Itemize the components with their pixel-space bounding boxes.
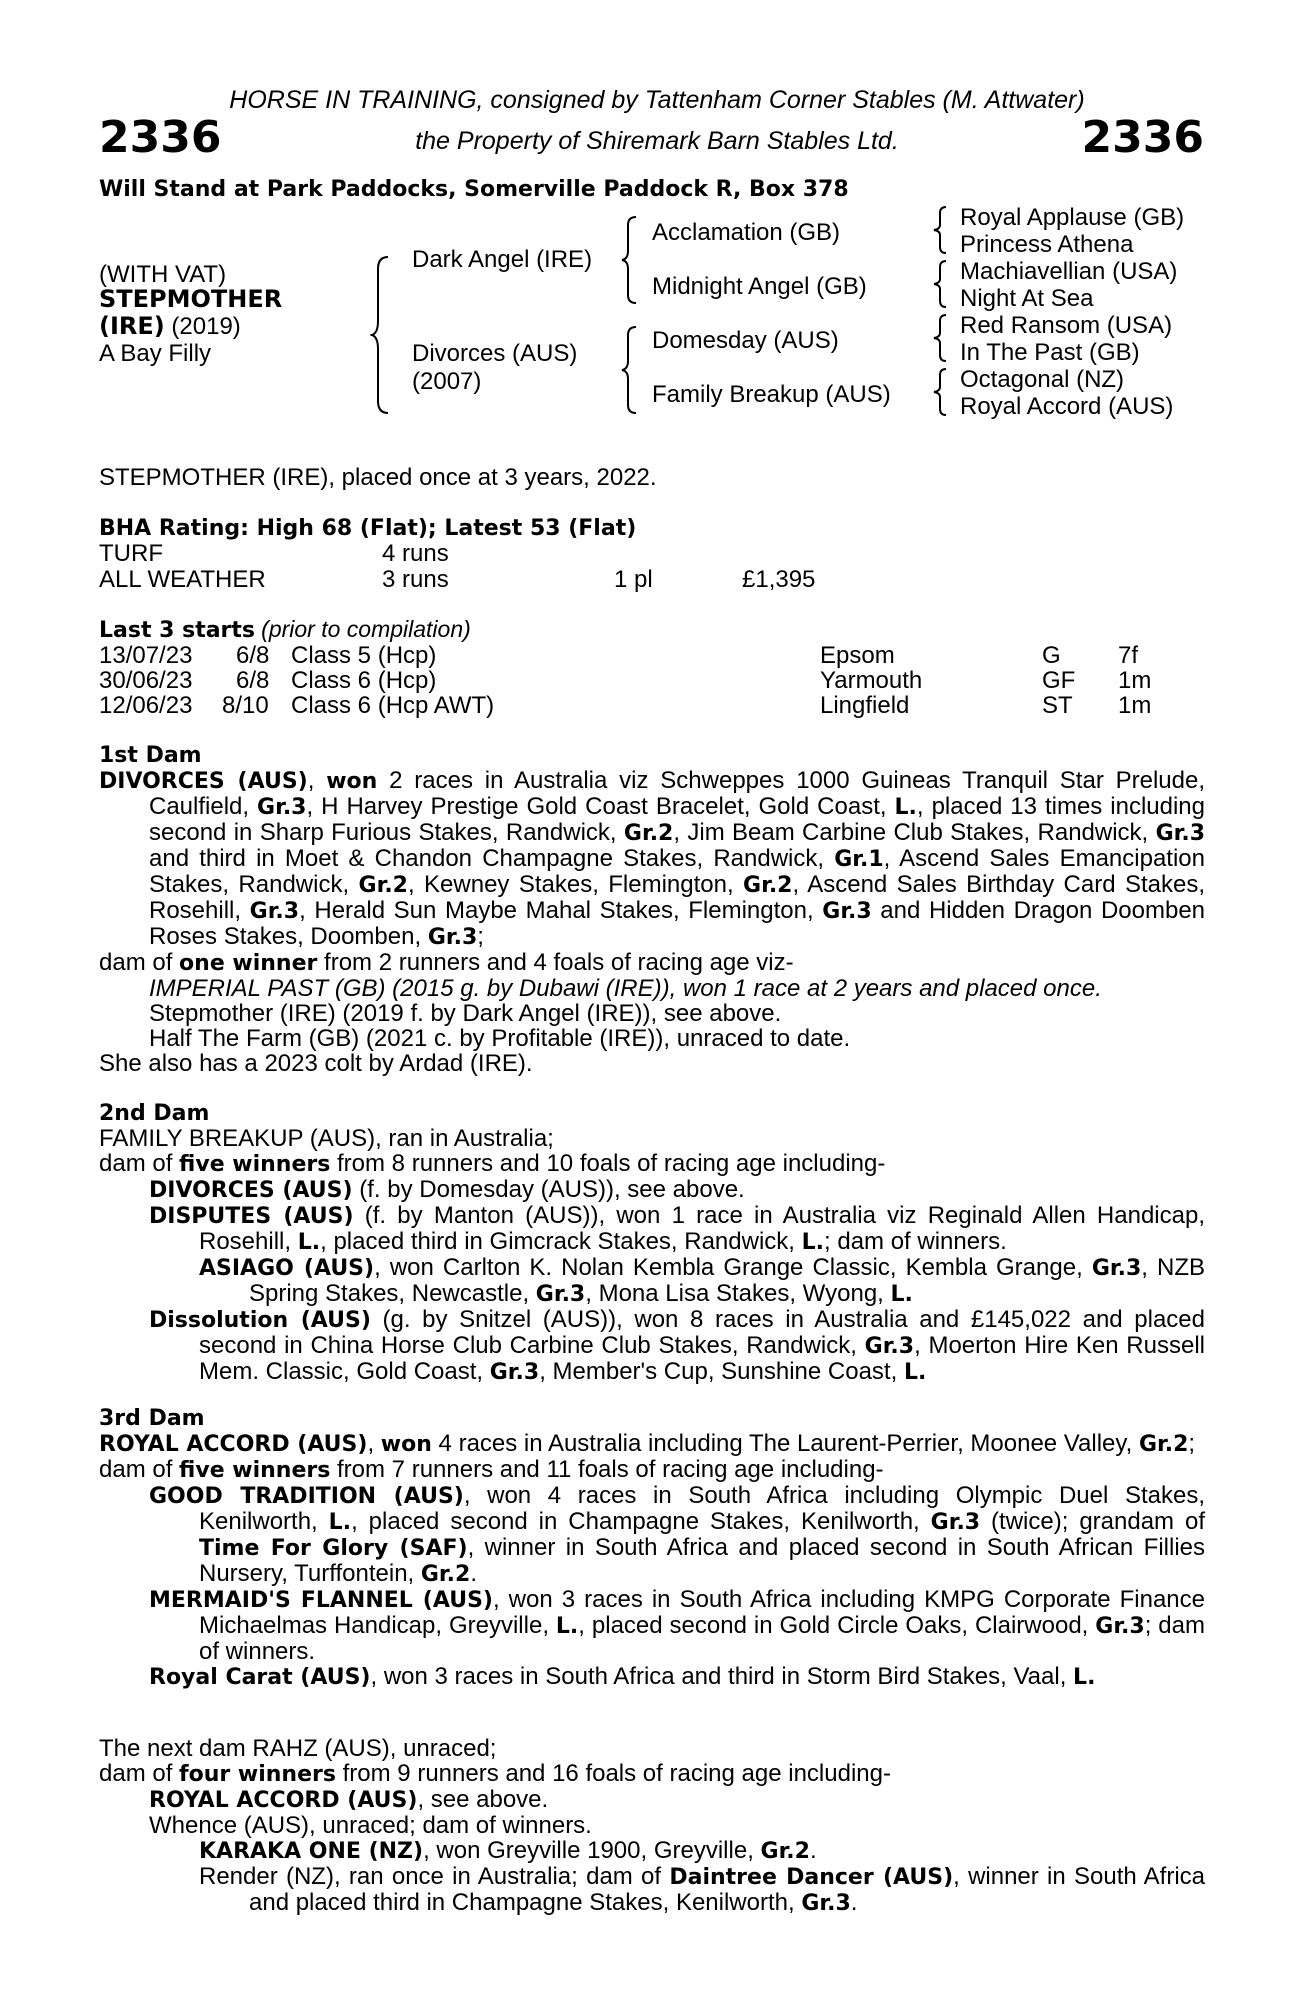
ped-ds: Domesday (AUS) bbox=[652, 327, 839, 354]
vat-note: (WITH VAT) bbox=[99, 261, 227, 288]
third-dam-heading: 3rd Dam bbox=[99, 1406, 205, 1431]
second-dam-produce bbox=[99, 1151, 1205, 1177]
produce-name: GOOD TRADITION (AUS) bbox=[149, 1484, 464, 1509]
record-text: , Member's Cup, Sunshine Coast, bbox=[539, 1358, 904, 1385]
next-dam-intro: The next dam RAHZ (AUS), unraced; bbox=[99, 1735, 497, 1762]
start-going: ST bbox=[1042, 692, 1073, 719]
next-dam-section bbox=[99, 1736, 1205, 1916]
record-text: , see above. bbox=[417, 1786, 549, 1813]
record-text: , winner in South Africa and placed third in Champagne Stakes, Kenilworth, bbox=[249, 1863, 1205, 1916]
record-text: dam of bbox=[99, 1760, 180, 1787]
record-text: (f. by Manton (AUS)), won 1 race in Australia viz Reginald Allen Handicap, Rosehill, bbox=[199, 1202, 1206, 1255]
start-course: Lingfield bbox=[820, 692, 910, 719]
start-going: GF bbox=[1042, 667, 1076, 694]
grade-label: L. bbox=[801, 1230, 825, 1255]
last-starts-note: (prior to compilation) bbox=[261, 616, 471, 642]
produce-name: Dissolution (AUS) bbox=[149, 1308, 371, 1333]
record-text: . bbox=[809, 1837, 817, 1864]
first-dam-heading: 1st Dam bbox=[99, 743, 202, 768]
record-text: from 7 runners and 11 foals of racing age including- bbox=[330, 1456, 884, 1483]
ped-sss: Royal Applause (GB) bbox=[960, 204, 1185, 231]
ped-dsd: In The Past (GB) bbox=[960, 339, 1140, 366]
produce-entry bbox=[99, 1838, 1205, 1864]
grade-label: Gr.2 bbox=[420, 1562, 471, 1587]
record-text: . bbox=[470, 1560, 477, 1587]
record-text: , Jim Beam Carbine Club Stakes, Randwick, bbox=[673, 819, 1156, 846]
pedigree-brace-sire bbox=[620, 215, 640, 305]
stand-location: Will Stand at Park Paddocks, Somerville Paddock R, Box 378 bbox=[99, 177, 849, 202]
winners-count: five winners bbox=[179, 1152, 331, 1177]
produce-entry bbox=[99, 1787, 1205, 1813]
ped-dss: Red Ransom (USA) bbox=[960, 312, 1173, 339]
record-text: , H Harvey Prestige Gold Coast Bracelet, Gold Coast, bbox=[306, 793, 895, 820]
grade-label: L. bbox=[890, 1282, 913, 1307]
record-text: , Kewney Stakes, Flemington, bbox=[407, 871, 744, 898]
ped-dam-year: (2007) bbox=[412, 368, 482, 395]
produce-entry: Whence (AUS), unraced; dam of winners. bbox=[149, 1812, 592, 1839]
record-text: , won 4 races in South Africa including Olympic Duel Stakes, Kenilworth, bbox=[199, 1482, 1205, 1535]
pedigree-brace-dam bbox=[620, 325, 640, 415]
record-text: ; dam of winners. bbox=[199, 1612, 1205, 1665]
grade-label: L. bbox=[555, 1614, 579, 1639]
winners-count: four winners bbox=[179, 1762, 336, 1787]
horse-country: (IRE) bbox=[99, 312, 165, 340]
winners-count: one winner bbox=[179, 951, 318, 976]
grade-label: Gr.3 bbox=[249, 899, 300, 924]
record-text: Render (NZ), ran once in Australia; dam of bbox=[199, 1863, 670, 1890]
grade-label: Gr.2 bbox=[358, 873, 408, 898]
ped-sds: Machiavellian (USA) bbox=[960, 258, 1178, 285]
produce-name: ASIAGO (AUS) bbox=[199, 1256, 375, 1281]
grade-label: L. bbox=[903, 1360, 927, 1385]
lot-number-right: 2336 bbox=[1081, 112, 1204, 163]
third-dam-record: ROYAL ACCORD (AUS), won 4 races in Australia including The Laurent-Perrier, Moonee Valley, Gr.2; bbox=[99, 1430, 1196, 1457]
record-text: dam of bbox=[99, 949, 180, 976]
grade-label: Gr.3 bbox=[930, 1510, 981, 1535]
record-text: , Ascend Sales Emancipation Stakes, Randwick, bbox=[149, 845, 1205, 898]
grade-label: Gr.2 bbox=[760, 1839, 810, 1864]
produce-name: DIVORCES (AUS) bbox=[149, 1178, 353, 1203]
record-text: (g. by Snitzel (AUS)), won 8 races in Australia and £145,022 and placed second in China Horse Club Carbine Club Stakes, Randwick, bbox=[199, 1306, 1205, 1359]
ped-sire: Dark Angel (IRE) bbox=[412, 246, 593, 273]
rating-surface: ALL WEATHER bbox=[99, 566, 266, 593]
record-text: (twice); grandam of bbox=[980, 1508, 1206, 1535]
record-text: , Ascend Sales Birthday Card Stakes, Rosehill, bbox=[149, 871, 1205, 924]
record-text: , Mona Lisa Stakes, Wyong, bbox=[585, 1280, 891, 1307]
grade-label: Gr.3 bbox=[489, 1360, 540, 1385]
grade-label: Gr.3 bbox=[427, 925, 478, 950]
start-course: Epsom bbox=[820, 642, 895, 669]
grade-label: Gr.3 bbox=[822, 899, 872, 924]
rating-runs: 4 runs bbox=[382, 540, 449, 567]
start-position: 6/8 bbox=[236, 642, 270, 669]
ped-ddd: Royal Accord (AUS) bbox=[960, 393, 1174, 420]
pedigree-brace-dd bbox=[932, 367, 950, 417]
record-text: 2 races in Australia viz Schweppes 1000 Guineas Tranquil Star Prelude, Caulfield, bbox=[149, 767, 1206, 820]
produce-entry bbox=[99, 1587, 1205, 1664]
last-starts-heading bbox=[99, 616, 471, 643]
ped-sdd: Night At Sea bbox=[960, 285, 1094, 312]
rating-earnings: £1,395 bbox=[742, 566, 816, 593]
record-text: from 2 runners and 4 foals of racing age viz- bbox=[317, 949, 794, 976]
grade-label: L. bbox=[894, 795, 917, 820]
record-text: (f. by Domesday (AUS)), see above. bbox=[352, 1176, 745, 1203]
record-text: ; dam of winners. bbox=[824, 1228, 1007, 1255]
foal-entry: Stepmother (IRE) (2019 f. by Dark Angel (IRE)), see above. bbox=[149, 1000, 782, 1027]
record-text: ; bbox=[1188, 1430, 1196, 1457]
horse-name: STEPMOTHER bbox=[99, 285, 283, 313]
rating-runs: 3 runs bbox=[382, 566, 449, 593]
start-distance: 1m bbox=[1118, 692, 1152, 719]
pedigree-brace-ds bbox=[932, 313, 950, 363]
third-dam-name: ROYAL ACCORD (AUS) bbox=[99, 1432, 368, 1457]
produce-name: Daintree Dancer (AUS) bbox=[669, 1865, 954, 1890]
foal-entry: IMPERIAL PAST (GB) (2015 g. by Dubawi (IRE)), won 1 race at 2 years and placed once. bbox=[149, 975, 1102, 1002]
record-text: , won Carlton K. Nolan Kembla Grange Classic, Kembla Grange, bbox=[374, 1254, 1092, 1281]
record-text: , won 3 races in South Africa and third in Storm Bird Stakes, Vaal, bbox=[370, 1663, 1074, 1690]
horse-description: A Bay Filly bbox=[99, 340, 212, 367]
start-going: G bbox=[1042, 642, 1061, 669]
grade-label: L. bbox=[328, 1510, 352, 1535]
grade-label: Gr.3 bbox=[864, 1334, 915, 1359]
produce-entry bbox=[99, 1307, 1205, 1385]
won-label: won bbox=[380, 1432, 432, 1457]
won-label: won bbox=[326, 769, 378, 794]
grade-label: Gr.3 bbox=[1155, 821, 1205, 846]
grade-label: Gr.2 bbox=[743, 873, 793, 898]
record-text: ; bbox=[477, 923, 484, 950]
next-dam-produce bbox=[99, 1761, 1205, 1787]
first-dam-name: DIVORCES (AUS) bbox=[99, 769, 308, 794]
grade-label: L. bbox=[1073, 1665, 1096, 1690]
pedigree-brace-ss bbox=[932, 205, 950, 255]
start-date: 13/07/23 bbox=[99, 642, 193, 669]
record-text: , placed third in Gimcrack Stakes, Randwick, bbox=[320, 1228, 802, 1255]
horse-origin bbox=[99, 312, 241, 341]
pedigree-brace-sd bbox=[932, 259, 950, 309]
produce-entry bbox=[99, 1177, 1205, 1203]
produce-entry bbox=[99, 1203, 1205, 1255]
first-dam-record: DIVORCES (AUS), won 2 races in Australia viz Schweppes 1000 Guineas Tranquil Star Prelude, Caulfield, Gr.3, H Harvey Prestige Gold Coast Bracelet, Gold Coast, L., placed 13 times including second in Sharp Furious Stakes, Randwick, Gr.2, Jim Beam Carbine Club Stakes, Randwick, Gr.3 and third in Moet & Chandon Champagne Stakes, Randwick, Gr.1, Ascend Sales Emancipation Stakes, Randwick, Gr.2, Kewney Stakes, Flemington, Gr.2, Ascend Sales Birthday Card Stakes, Rosehill, Gr.3, Herald Sun Maybe Mahal Stakes, Flemington, Gr.3 and Hidden Dragon Doomben Roses Stakes, Doomben, Gr.3; bbox=[99, 767, 1206, 950]
grade-label: Gr.2 bbox=[1138, 1432, 1189, 1457]
record-text: , NZB Spring Stakes, Newcastle, bbox=[249, 1254, 1205, 1307]
ped-dds: Octagonal (NZ) bbox=[960, 366, 1125, 393]
record-text: dam of bbox=[99, 1456, 180, 1483]
record-text: . bbox=[850, 1889, 858, 1916]
start-date: 30/06/23 bbox=[99, 667, 193, 694]
grade-label: Gr.3 bbox=[535, 1282, 586, 1307]
grade-label: Gr.1 bbox=[834, 847, 884, 872]
record-text: , placed second in Gold Circle Oaks, Clairwood, bbox=[578, 1612, 1096, 1639]
record-text: , placed second in Champagne Stakes, Kenilworth, bbox=[351, 1508, 931, 1535]
start-distance: 1m bbox=[1118, 667, 1152, 694]
produce-name: DISPUTES (AUS) bbox=[149, 1204, 354, 1229]
ped-dam: Divorces (AUS) bbox=[412, 340, 578, 367]
start-course: Yarmouth bbox=[820, 667, 923, 694]
ped-ss: Acclamation (GB) bbox=[652, 219, 841, 246]
rating-placed: 1 pl bbox=[614, 566, 653, 593]
first-dam-produce bbox=[99, 950, 1205, 976]
start-race: Class 6 (Hcp) bbox=[291, 667, 437, 694]
record-text: , Moerton Hire Ken Russell Mem. Classic, Gold Coast, bbox=[199, 1332, 1205, 1385]
record-text: , won 3 races in South Africa including KMPG Corporate Finance Michaelmas Handicap, Greyville, bbox=[199, 1586, 1205, 1639]
first-dam-section bbox=[99, 743, 1205, 1076]
start-date: 12/06/23 bbox=[99, 692, 193, 719]
foal-entry: Half The Farm (GB) (2021 c. by Profitable (IRE)), unraced to date. bbox=[149, 1025, 851, 1052]
third-dam-produce bbox=[99, 1457, 1205, 1483]
start-position: 6/8 bbox=[236, 667, 270, 694]
horse-year: (2019) bbox=[171, 313, 241, 340]
last-starts-title: Last 3 starts bbox=[99, 618, 256, 643]
grade-label: Gr.3 bbox=[801, 1891, 851, 1916]
property-line: the Property of Shiremark Barn Stables Ltd. bbox=[415, 127, 899, 155]
ped-ssd: Princess Athena bbox=[960, 231, 1134, 258]
grade-label: Gr.3 bbox=[1095, 1614, 1145, 1639]
produce-name: Royal Carat (AUS) bbox=[149, 1665, 371, 1690]
ped-sd: Midnight Angel (GB) bbox=[652, 273, 867, 300]
rating-surface: TURF bbox=[99, 540, 163, 567]
record-text: from 9 runners and 16 foals of racing age including- bbox=[335, 1760, 891, 1787]
produce-entry bbox=[99, 1483, 1205, 1587]
record-text: and Hidden Dragon Doomben Roses Stakes, Doomben, bbox=[149, 897, 1206, 950]
third-dam-section bbox=[99, 1406, 1205, 1690]
racing-summary: STEPMOTHER (IRE), placed once at 3 years, 2022. bbox=[99, 464, 657, 491]
record-text: dam of bbox=[99, 1150, 180, 1177]
grade-label: L. bbox=[297, 1230, 321, 1255]
winners-count: five winners bbox=[179, 1458, 331, 1483]
record-text: , placed 13 times including second in Sharp Furious Stakes, Randwick, bbox=[149, 793, 1205, 846]
record-text: and third in Moet & Chandon Champagne Stakes, Randwick, bbox=[149, 845, 835, 872]
lot-number-left: 2336 bbox=[99, 112, 222, 163]
grade-label: Gr.3 bbox=[257, 795, 307, 820]
produce-name: ROYAL ACCORD (AUS) bbox=[149, 1788, 418, 1813]
consignor-line: HORSE IN TRAINING, consigned by Tattenham Corner Stables (M. Attwater) bbox=[229, 86, 1085, 114]
start-position: 8/10 bbox=[222, 692, 269, 719]
second-dam-section bbox=[99, 1101, 1205, 1385]
record-text: , won Greyville 1900, Greyville, bbox=[423, 1837, 761, 1864]
start-distance: 7f bbox=[1118, 642, 1139, 669]
record-text: , Herald Sun Maybe Mahal Stakes, Flemington, bbox=[299, 897, 823, 924]
start-race: Class 6 (Hcp AWT) bbox=[291, 692, 495, 719]
second-dam-heading: 2nd Dam bbox=[99, 1101, 210, 1126]
grandprogeny-name: Time For Glory (SAF) bbox=[199, 1536, 468, 1561]
pedigree-brace-main bbox=[370, 255, 394, 415]
grade-label: Gr.2 bbox=[623, 821, 674, 846]
produce-entry bbox=[99, 1864, 1205, 1916]
record-text: , winner in South Africa and placed second in South African Fillies Nursery, Turffontein, bbox=[199, 1534, 1205, 1587]
produce-entry bbox=[99, 1664, 1205, 1690]
produce-name: MERMAID'S FLANNEL (AUS) bbox=[149, 1588, 493, 1613]
record-text: 4 races in Australia including The Laurent-Perrier, Moonee Valley, bbox=[431, 1430, 1139, 1457]
second-dam-intro: FAMILY BREAKUP (AUS), ran in Australia; bbox=[99, 1125, 554, 1152]
produce-entry bbox=[99, 1255, 1205, 1307]
produce-name: KARAKA ONE (NZ) bbox=[199, 1839, 424, 1864]
ped-dd: Family Breakup (AUS) bbox=[652, 381, 891, 408]
bha-rating-heading: BHA Rating: High 68 (Flat); Latest 53 (Flat) bbox=[99, 516, 637, 541]
first-dam-also: She also has a 2023 colt by Ardad (IRE). bbox=[99, 1050, 533, 1077]
record-text: from 8 runners and 10 foals of racing age including- bbox=[330, 1150, 886, 1177]
grade-label: Gr.3 bbox=[1091, 1256, 1142, 1281]
start-race: Class 5 (Hcp) bbox=[291, 642, 437, 669]
